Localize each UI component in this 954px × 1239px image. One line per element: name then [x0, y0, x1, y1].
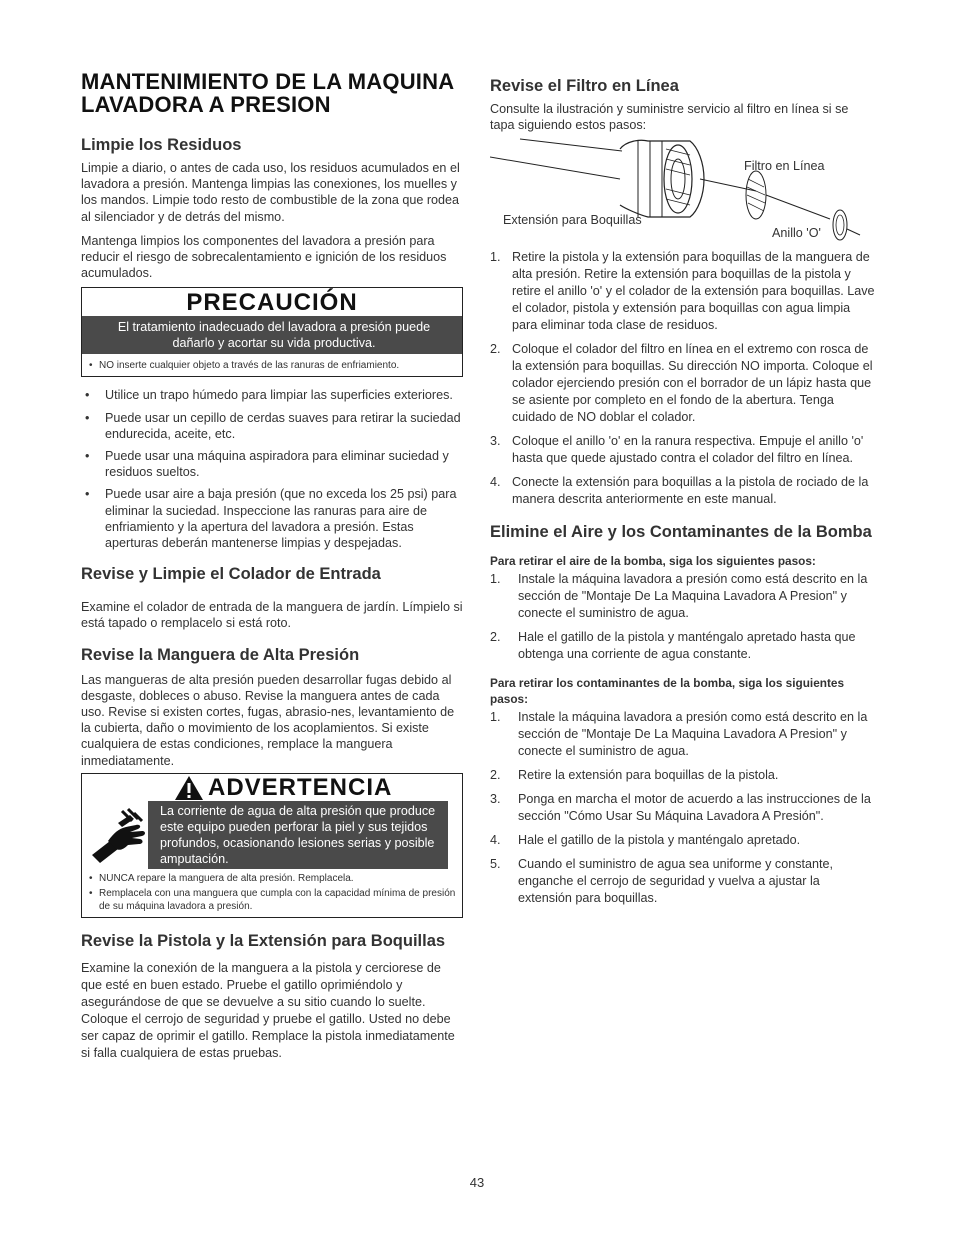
- list-item: 4. Conecte la extensión para boquillas a la pistola de rociado de la manera descrita anteriormente en este manual.: [490, 475, 869, 507]
- label-extension-boquillas: Extensión para Boquillas: [503, 213, 642, 228]
- list-item: 3. Coloque el anillo 'o' en la ranura respectiva. Empuje el anillo 'o' hasta que quede ajustado contra el colador del filtro en línea.: [490, 434, 864, 466]
- aire-lead-2: Para retirar los contaminantes de la bomba, siga los siguientes pasos:: [490, 676, 845, 707]
- advertencia-band: La corriente de agua de alta presión que produce este equipo pueden perforar la piel y sus tejidos profundos, ocasionando lesiones serias y posible amputación.: [148, 801, 448, 869]
- heading-pistola-extension: Revise la Pistola y la Extensión para Boquillas: [81, 931, 446, 950]
- page-number: 43: [469, 1175, 485, 1190]
- advertencia-heading-row: [82, 774, 462, 801]
- precaucion-note: • NO inserte cualquier objeto a través de las ranuras de enfriamiento.: [89, 360, 400, 372]
- list-item: 1. Instale la máquina lavadora a presión como está descrito en la sección de "Montaje De La Maquina Lavadora A Presion" y conecte el suministro de agua.: [490, 710, 868, 759]
- list-item: • Puede usar un cepillo de cerdas suaves para retirar la suciedad endurecida, aceite, etc.: [85, 410, 461, 441]
- hand-injection-icon: [88, 805, 150, 865]
- precaucion-heading: PRECAUCIÓN: [186, 289, 358, 317]
- right-column: [490, 70, 875, 914]
- contaminantes-steps-list: [490, 709, 875, 907]
- filtro-steps-list: [490, 249, 875, 508]
- list-item: 1. Retire la pistola y la extensión para boquillas de la manguera de alta presión. Retire la extensión para boquillas de la pistola y retire el anillo 'o' y el colador de la extensión para boquillas. Lave el colador, pistola y extensión para boquillas con agua limpia para eliminar toda clase de residuos.: [490, 250, 875, 333]
- list-item: • Utilice un trapo húmedo para limpiar las superficies exteriores.: [85, 388, 453, 403]
- list-item: 4. Hale el gatillo de la pistola y manténgalo apretado.: [490, 833, 801, 848]
- warning-triangle-icon: [174, 775, 204, 801]
- heading-filtro-linea: Revise el Filtro en Línea: [490, 77, 679, 95]
- list-item: • Puede usar una máquina aspiradora para eliminar suciedad y residuos sueltos.: [85, 449, 449, 480]
- precaucion-notes: [82, 354, 462, 376]
- advertencia-band-row: [82, 801, 462, 869]
- advertencia-note: • NUNCA repare la manguera de alta presión. Remplacela.: [89, 872, 354, 884]
- list-item: 2. Coloque el colador del filtro en línea en el extremo con rosca de la extensión para boquillas. Su dirección NO importa. Coloque el colador ejerciendo presión con el borrador de un lápiz hasta que se asiente por completo en el fondo de la abertura. Tenga cuidado de NO doblar el colador.: [490, 342, 873, 425]
- label-filtro-en-linea: Filtro en Línea: [744, 159, 825, 174]
- pistola-paragraph: Examine la conexión de la manguera a la pistola y cerciorese de que esté en buen estado. Pruebe el gatillo oprimiéndolo y asegurándose de que se devuelve a su sitio cuando lo suelte. Coloque el cerrojo de seguridad y pruebe el gatillo. Usted no debe ser capaz de oprimir el gatillo. Remplace la pistola inmediatamente si falla cualquiera de estas pruebas.: [81, 960, 455, 1060]
- heading-manguera-alta-presion: Revise la Manguera de Alta Presión: [81, 645, 360, 664]
- advertencia-box: [81, 773, 463, 918]
- advertencia-note: • Remplacela con una manguera que cumpla con la capacidad mínima de presión de su máquina lavadora a presión.: [89, 887, 456, 912]
- filtro-intro: Consulte la ilustración y suministre servicio al filtro en línea si se tapa siguiendo estos pasos:: [490, 102, 849, 133]
- heading-elimine-aire: Elimine el Aire y los Contaminantes de la Bomba: [490, 523, 872, 542]
- list-item: 1. Instale la máquina lavadora a presión como está descrito en la sección de "Montaje De La Maquina Lavadora A Presion" y conecte el suministro de agua.: [490, 572, 868, 621]
- aire-steps-list: [490, 571, 875, 663]
- page-title: MANTENIMIENTO DE LA MAQUINA LAVADORA A PRESION: [81, 69, 454, 117]
- advertencia-notes: [82, 869, 462, 917]
- residuos-paragraph-1: Limpie a diario, o antes de cada uso, los residuos acumulados en el lavadora a presión. Mantenga limpias las conexiones, los muelles y los mandos. Limpie todo resto de combustible de la zona que rodea al silenciador y de detrás del mismo.: [81, 161, 460, 224]
- list-item: • Puede usar aire a baja presión (que no exceda los 25 psi) para eliminar la suciedad. Inspeccione las ranuras para aire de enfriamiento y la apertura del lavadora a presión. Estas aperturas deberán mantenerse limpias y despejadas.: [85, 487, 457, 551]
- precaucion-band: El tratamiento inadecuado del lavadora a presión puede dañarlo y acortar su vida productiva.: [82, 316, 462, 354]
- manguera-paragraph: Las mangueras de alta presión pueden desarrollar fugas debido al desgaste, dobleces o abuso. Revise la manguera antes de cada uso. Revise si existen cortes, fugas, abrasio-nes, levantamiento de la cubierta, daño o movimiento de los acoplamientos. Si existe cualquiera de estas condiciones, remplace la manguera inmediatamente.: [81, 672, 455, 768]
- aire-lead-1: Para retirar el aire de la bomba, siga los siguientes pasos:: [490, 554, 816, 569]
- heading-limpie-residuos: Limpie los Residuos: [81, 136, 242, 154]
- precaucion-box: [81, 287, 463, 377]
- list-item: 3. Ponga en marcha el motor de acuerdo a las instrucciones de la sección "Cómo Usar Su Máquina Lavadora A Presión".: [490, 792, 871, 824]
- left-column: [81, 70, 463, 1062]
- heading-colador-entrada: Revise y Limpie el Colador de Entrada: [81, 565, 381, 584]
- label-anillo-o: Anillo 'O': [772, 226, 821, 241]
- residuos-paragraph-2: Mantenga limpios los componentes del lavadora a presión para reducir el riesgo de sobrecalentamiento e ignición de los residuos acumulados.: [81, 233, 447, 281]
- advertencia-heading: ADVERTENCIA: [208, 773, 393, 801]
- list-item: 2. Retire la extensión para boquillas de la pistola.: [490, 768, 779, 783]
- cleaning-bullet-list: [81, 387, 463, 551]
- list-item: 2. Hale el gatillo de la pistola y manténgalo apretado hasta que obtenga una corriente de agua constante.: [490, 630, 856, 662]
- filter-illustration: [490, 135, 875, 245]
- list-item: 5. Cuando el suministro de agua sea uniforme y constante, enganche el cerrojo de seguridad y vuelva a ajustar la extensión para boquillas.: [490, 857, 834, 906]
- colador-paragraph: Examine el colador de entrada de la manguera de jardín. Límpielo si está tapado o remplacelo si está roto.: [81, 600, 463, 631]
